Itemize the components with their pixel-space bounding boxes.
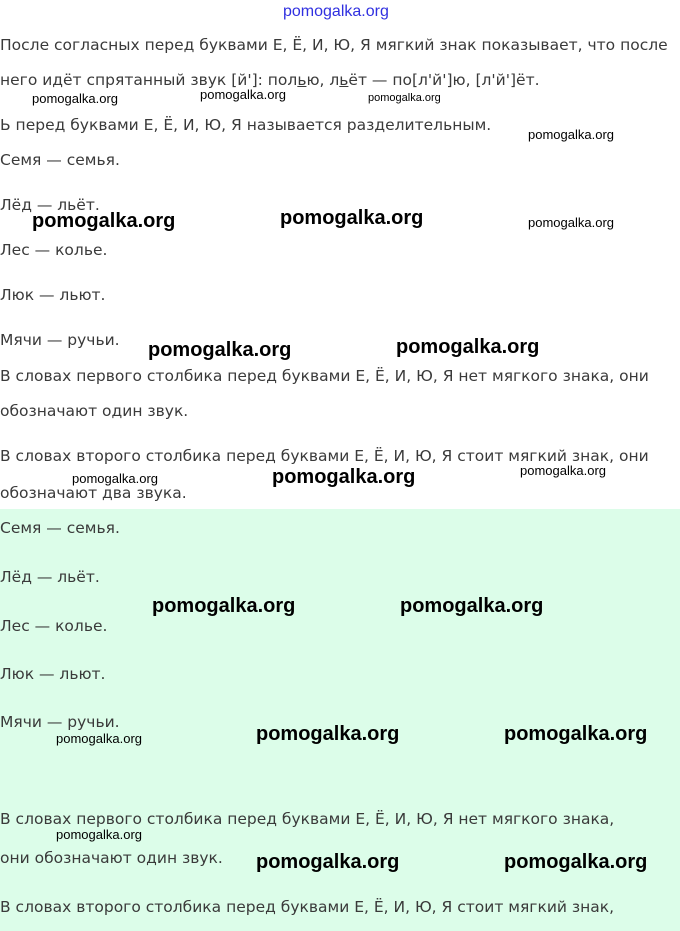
word-pair: Лес — колье. (0, 617, 108, 635)
watermark: pomogalka.org (504, 723, 648, 745)
watermark: pomogalka.org (272, 466, 416, 488)
word-pair: Мячи — ручьи. (0, 331, 120, 349)
watermark: pomogalka.org (400, 595, 544, 617)
word-pair: Лёд — льёт. (0, 568, 100, 586)
conclusion-col2-line1: В словах второго столбика перед буквами Е, Ё, И, Ю, Я стоит мягкий знак, они (0, 447, 649, 465)
word-pair: Люк — льют. (0, 286, 106, 304)
watermark: pomogalka.org (152, 595, 296, 617)
text-segment: ёт — по[л'й']ю, [л'й']ёт. (348, 71, 540, 89)
word-pair: Семя — семья. (0, 519, 120, 537)
watermark: pomogalka.org (280, 207, 424, 229)
watermark: pomogalka.org (368, 92, 441, 104)
conclusion-col2-line1: В словах второго столбика перед буквами Е, Ё, И, Ю, Я стоит мягкий знак, (0, 898, 615, 916)
watermark: pomogalka.org (256, 723, 400, 745)
word-pair: Лес — колье. (0, 241, 108, 259)
watermark: pomogalka.org (32, 91, 118, 106)
word-pair: Семя — семья. (0, 151, 120, 169)
conclusion-col1-line1: В словах первого столбика перед буквами Е, Ё, И, Ю, Я нет мягкого знака, они (0, 367, 649, 385)
paragraph-soft-sign-line1: После согласных перед буквами Е, Ё, И, Ю, Я мягкий знак показывает, что после (0, 36, 668, 54)
conclusion-col1-line1: В словах первого столбика перед буквами Е, Ё, И, Ю, Я нет мягкого знака, (0, 810, 615, 828)
underlined-letter: ь (297, 71, 307, 89)
watermark: pomogalka.org (528, 215, 614, 230)
watermark: pomogalka.org (504, 851, 648, 873)
text-segment: ю, л (306, 71, 340, 89)
conclusion-col1-line2: они обозначают один звук. (0, 849, 223, 867)
watermark: pomogalka.org (56, 827, 142, 842)
watermark: pomogalka.org (72, 471, 158, 486)
text-segment: него идёт спрятанный звук [й']: пол (0, 71, 298, 89)
watermark: pomogalka.org (396, 336, 540, 358)
watermark: pomogalka.org (528, 127, 614, 142)
watermark: pomogalka.org (520, 463, 606, 478)
watermark: pomogalka.org (148, 339, 292, 361)
word-pair: Люк — льют. (0, 665, 106, 683)
watermark: pomogalka.org (56, 731, 142, 746)
underlined-letter: ь (339, 71, 349, 89)
word-pair: Мячи — ручьи. (0, 713, 120, 731)
watermark: pomogalka.org (32, 210, 176, 232)
watermark: pomogalka.org (200, 87, 286, 102)
watermark: pomogalka.org (283, 3, 389, 20)
conclusion-col1-line2: обозначают один звук. (0, 402, 189, 420)
word-pair: Лёд — льёт. (0, 196, 100, 214)
watermark: pomogalka.org (256, 851, 400, 873)
conclusion-col2-line2: обозначают два звука. (0, 484, 187, 502)
paragraph-separating-sign: Ь перед буквами Е, Ё, И, Ю, Я называется разделительным. (0, 116, 492, 134)
